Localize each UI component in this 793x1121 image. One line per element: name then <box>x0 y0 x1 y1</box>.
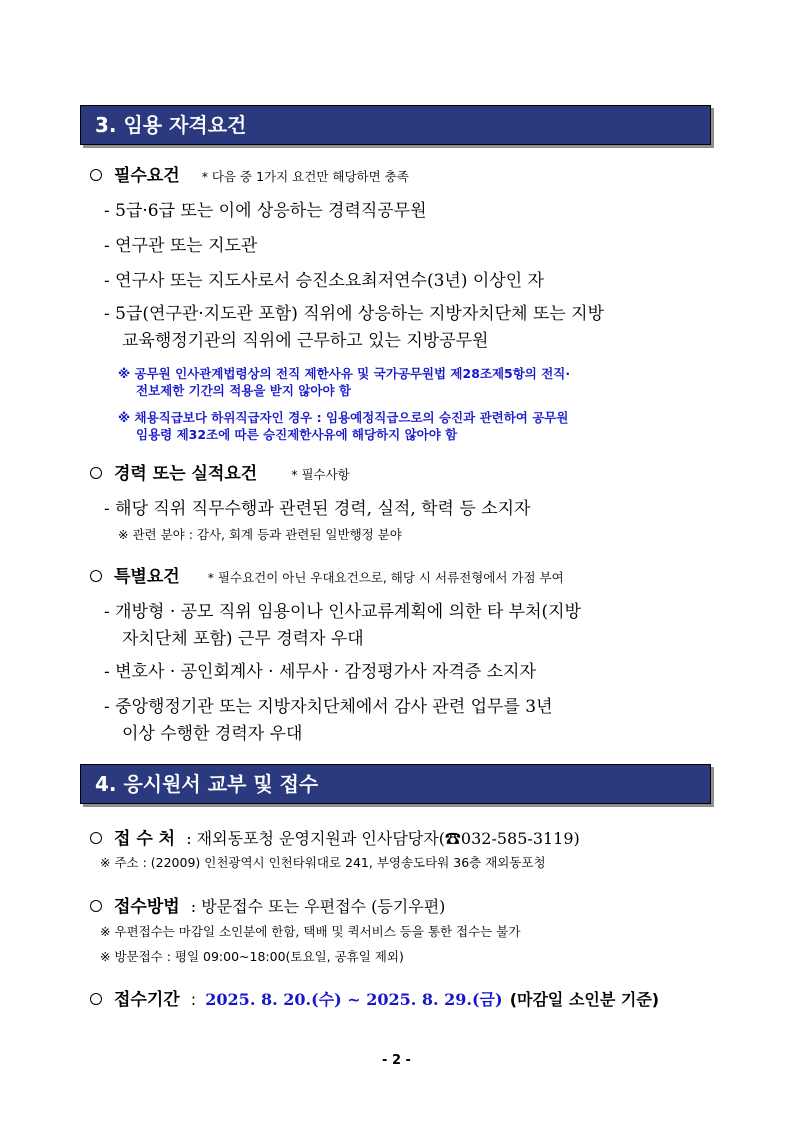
special-note: * 필수요건이 아닌 우대요건으로, 해당 시 서류전형에서 가점 부여 <box>207 570 564 585</box>
required-item-1: - 5급·6급 또는 이에 상응하는 경력직공무원 <box>104 201 427 221</box>
required-label: 필수요건 <box>114 166 180 186</box>
special-item-3: - 중앙행정기관 또는 지방자치단체에서 감사 관련 업무를 3년 <box>104 697 553 717</box>
required-item-3: - 연구사 또는 지도사로서 승진소요최저연수(3년) 이상인 자 <box>104 271 544 291</box>
period-line <box>90 985 659 1010</box>
circle-bullet-icon <box>90 900 102 912</box>
method-note-2: ※ 방문접수 : 평일 09:00~18:00(토요일, 공휴일 제외) <box>100 949 404 964</box>
place-label: 접 수 처 <box>114 829 176 849</box>
method-label: 접수방법 <box>114 897 180 917</box>
required-item-4-cont: 교육행정기관의 직위에 근무하고 있는 지방공무원 <box>122 331 489 351</box>
career-note: * 필수사항 <box>291 467 350 482</box>
period-colon: : <box>190 990 197 1009</box>
method-line <box>90 892 445 917</box>
place-value: : 재외동포청 운영지원과 인사담당자(☎032-585-3119) <box>186 829 580 848</box>
period-dates: 2025. 8. 20.(수) ~ 2025. 8. 29.(금) <box>205 990 503 1009</box>
circle-bullet-icon <box>90 169 102 181</box>
career-label: 경력 또는 실적요건 <box>114 464 258 484</box>
required-warning-2: ※ 채용직급보다 하위직급자인 경우 : 임용예정직급으로의 승진과 관련하여 공무원 <box>118 410 569 425</box>
circle-bullet-icon <box>90 467 102 479</box>
special-item-1: - 개방형 · 공모 직위 임용이나 인사교류계획에 의한 타 부처(지방 <box>104 602 581 622</box>
career-sub-note: ※ 관련 분야 : 감사, 회계 등과 관련된 일반행정 분야 <box>118 527 402 542</box>
career-item: - 해당 직위 직무수행과 관련된 경력, 실적, 학력 등 소지자 <box>104 499 531 519</box>
section-3-header <box>80 105 711 145</box>
section-4-title: 4. 응시원서 교부 및 접수 <box>95 772 319 796</box>
period-suffix: (마감일 소인분 기준) <box>509 990 660 1009</box>
special-item-1-cont: 자치단체 포함) 근무 경력자 우대 <box>122 629 364 649</box>
special-heading <box>90 562 564 587</box>
required-note: * 다음 중 1가지 요건만 해당하면 충족 <box>201 169 409 184</box>
circle-bullet-icon <box>90 832 102 844</box>
circle-bullet-icon <box>90 570 102 582</box>
page-number: - 2 - <box>382 1053 411 1068</box>
career-heading <box>90 459 350 484</box>
required-warning-1-cont: 전보제한 기간의 적용을 받지 않아야 함 <box>136 383 351 398</box>
special-item-3-cont: 이상 수행한 경력자 우대 <box>122 724 303 744</box>
section-3-title: 3. 임용 자격요건 <box>95 113 247 137</box>
special-item-2: - 변호사 · 공인회계사 · 세무사 · 감정평가사 자격증 소지자 <box>104 662 536 682</box>
section-4-header <box>80 764 711 804</box>
place-line <box>90 824 580 849</box>
special-label: 특별요건 <box>114 567 180 587</box>
required-warning-2-cont: 임용령 제32조에 따른 승진제한사유에 해당하지 않아야 함 <box>136 427 458 442</box>
required-warning-1: ※ 공무원 인사관계법령상의 전직 제한사유 및 국가공무원법 제28조제5항의 전직· <box>118 366 571 381</box>
required-item-2: - 연구관 또는 지도관 <box>104 236 258 256</box>
period-label: 접수기간 <box>114 990 180 1010</box>
method-value: : 방문접수 또는 우편접수 (등기우편) <box>190 897 446 916</box>
required-item-4: - 5급(연구관·지도관 포함) 직위에 상응하는 지방자치단체 또는 지방 <box>104 304 605 324</box>
required-heading <box>90 161 409 186</box>
method-note-1: ※ 우편접수는 마감일 소인분에 한함, 택배 및 퀵서비스 등을 통한 접수는 불가 <box>100 924 521 939</box>
circle-bullet-icon <box>90 993 102 1005</box>
address-note: ※ 주소 : (22009) 인천광역시 인천타워대로 241, 부영송도타워 36층 재외동포청 <box>100 855 546 870</box>
